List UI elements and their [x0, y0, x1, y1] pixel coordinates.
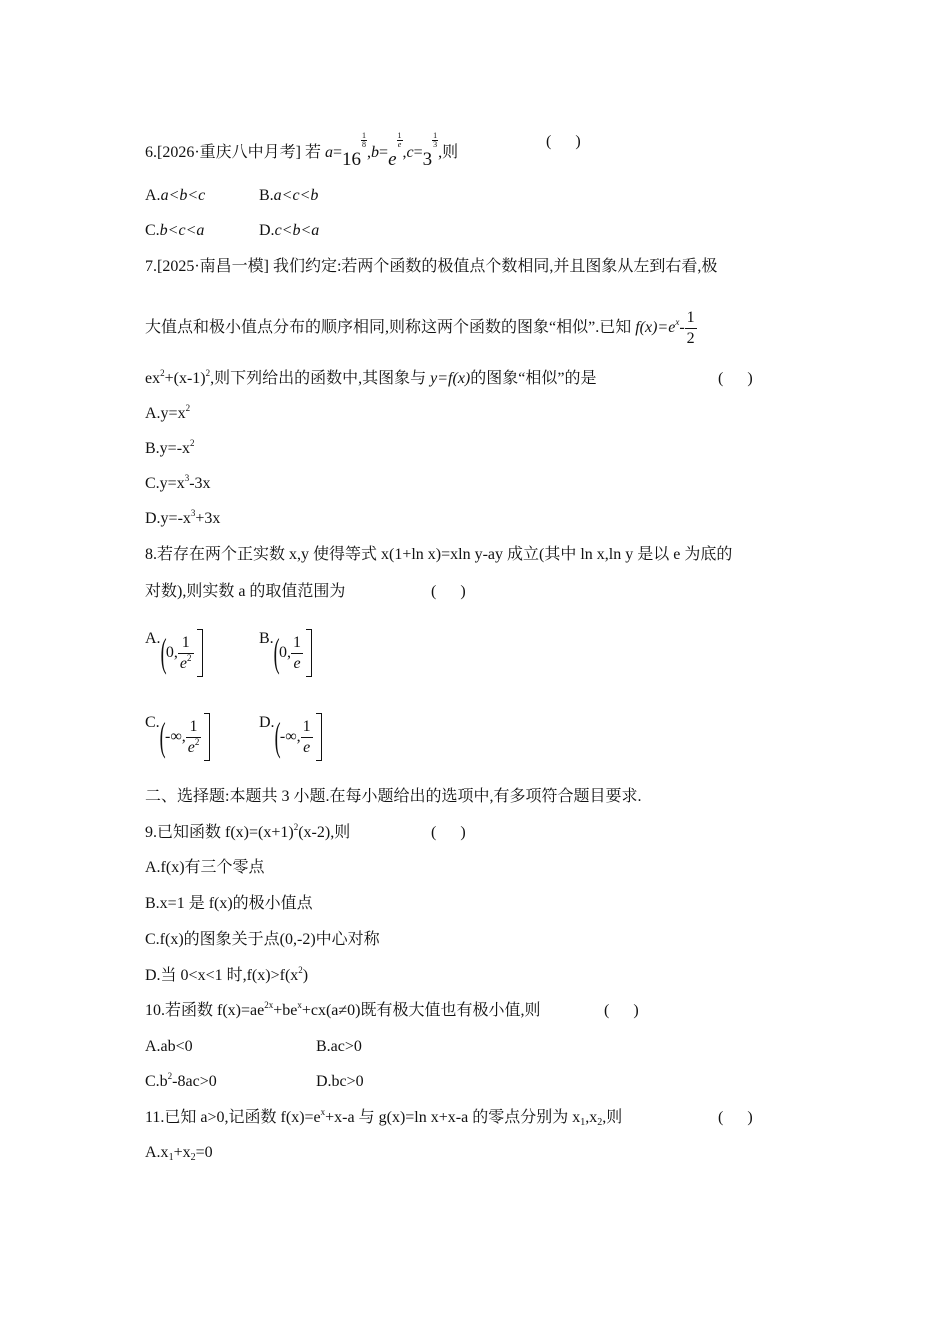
q6-var-b: b	[371, 144, 380, 161]
q11-stem-b: +x-a 与 g(x)=ln x+x-a 的零点分别为 x	[325, 1109, 581, 1126]
q8-optA-d	[178, 654, 194, 674]
q10-optC-sup: 2	[167, 1071, 173, 1081]
q8-optD-left: -∞,	[279, 728, 301, 746]
q6-then: ,则	[438, 144, 459, 161]
q9-stem-a: 9.已知函数 f(x)=(x+1)	[145, 824, 294, 841]
q8-option-c[interactable]	[145, 713, 210, 761]
q6-eq-b: =	[379, 144, 389, 161]
q7-optC-sup: 3	[184, 473, 190, 483]
q8-optB-label: B.	[259, 630, 274, 647]
q11-sup1: x	[320, 1107, 326, 1117]
q8-optB-n: 1	[291, 633, 303, 654]
q8-optC-lparen: (	[159, 714, 166, 760]
q8-option-a[interactable]	[145, 629, 203, 677]
q7-l3-sup2: 2	[205, 368, 211, 378]
q10-stem	[145, 1001, 541, 1021]
q10-stem-a: 10.若函数 f(x)=ae	[145, 1002, 265, 1019]
q6-a-exp-n: 1	[362, 131, 367, 140]
q9-stem-sup: 2	[293, 822, 299, 832]
q8-optD-label: D.	[259, 714, 275, 731]
q8-optA-interval	[161, 629, 203, 677]
q7-l3a: ex	[145, 370, 161, 387]
q7-option-d[interactable]	[145, 509, 220, 529]
q7-optA-sup: 2	[185, 403, 191, 413]
q7-minus: -	[679, 319, 685, 336]
q9-stem-b: (x-2),则	[298, 824, 351, 841]
q7-line1: 7.[2025·南昌一模] 我们约定:若两个函数的极值点个数相同,并且图象从左到右看,极	[145, 258, 718, 275]
q7-option-b[interactable]	[145, 439, 195, 459]
q8-optB-left: 0,	[279, 644, 291, 662]
q8-optD-n: 1	[301, 717, 313, 738]
q10-sup2: x	[297, 1000, 302, 1010]
q7-optB-text: B.y=-x	[145, 440, 191, 457]
q8-optB-interval	[274, 629, 312, 677]
q8-optA-n: 1	[178, 633, 194, 654]
q6-option-a[interactable]	[145, 186, 205, 206]
q8-optD-lparen: (	[274, 714, 281, 760]
q11-stem-a: 11.已知 a>0,记函数 f(x)=e	[145, 1109, 321, 1126]
q8-optD-rbracket	[316, 713, 322, 761]
q10-sup1: 2x	[264, 1000, 274, 1010]
q6-optC-text: b<c<a	[159, 222, 205, 239]
q9-optD-sup: 2	[298, 965, 303, 975]
q7-optD-tail: +3x	[195, 510, 221, 527]
q10-optC-b: -8ac>0	[172, 1073, 217, 1090]
q9-stem	[145, 823, 350, 843]
q8-optB-rbracket	[306, 629, 312, 677]
q6-c-exp-d: 3	[433, 140, 438, 149]
q6-c-base: 3	[422, 149, 433, 170]
q7-frac-n: 1	[685, 308, 697, 329]
q10-option-b[interactable]: B.ac>0	[316, 1038, 362, 1055]
q10-answer-paren: ( )	[604, 1002, 639, 1019]
q6-option-b[interactable]	[259, 186, 318, 206]
q8-optA-frac	[178, 633, 194, 674]
q6-optB-label: B.	[259, 187, 274, 204]
q8-optC-d-sup: 2	[194, 736, 200, 747]
q11-stem-c: ,x	[585, 1109, 598, 1126]
q9-option-a[interactable]: A.f(x)有三个零点	[145, 859, 265, 876]
q7-line3	[145, 369, 596, 389]
q8-line1: 8.若存在两个正实数 x,y 使得等式 x(1+ln x)=xln y-ay 成立(其中 ln x,ln y 是以 e 为底的	[145, 546, 733, 563]
q11-answer-paren: ( )	[718, 1109, 753, 1126]
q6-a-exp-d: 8	[362, 140, 367, 149]
q6-b-exp-n: 1	[397, 131, 402, 140]
q6-optD-label: D.	[259, 222, 275, 239]
section-2-heading: 二、选择题:本题共 3 小题.在每小题给出的选项中,有多项符合题目要求.	[145, 788, 642, 805]
q7-optC-tail: -3x	[189, 475, 211, 492]
q8-optC-d	[186, 738, 202, 758]
q11-stem-d: ,则	[602, 1109, 623, 1126]
q11-sub2: 2	[597, 1117, 603, 1128]
q7-optD-text: D.y=-x	[145, 510, 191, 527]
q6-var-a: a	[325, 144, 333, 161]
q6-optA-label: A.	[145, 187, 161, 204]
q7-option-c[interactable]	[145, 474, 211, 494]
q8-answer-paren: ( )	[431, 583, 466, 600]
q9-optD-b: )	[302, 967, 309, 984]
q6-eq-a: =	[333, 144, 343, 161]
q6-optC-label: C.	[145, 222, 160, 239]
q11-option-a[interactable]	[145, 1143, 213, 1163]
q6-eq-c: =	[413, 144, 423, 161]
q10-stem-b: +be	[273, 1002, 298, 1019]
q8-optD-interval	[275, 713, 322, 761]
q9-option-b[interactable]: B.x=1 是 f(x)的极小值点	[145, 895, 313, 912]
q8-optA-lparen: (	[160, 630, 167, 676]
q8-optD-d	[301, 738, 313, 758]
q6-stem	[145, 132, 458, 170]
q6-comma-1: ,	[367, 144, 372, 161]
q8-optB-d-e: e	[293, 654, 301, 672]
q7-optD-sup: 3	[190, 508, 196, 518]
q8-optA-left: 0,	[165, 644, 178, 662]
q7-l3b: +(x-1)	[164, 370, 206, 387]
q6-prefix: 6.[2026·重庆八中月考] 若	[145, 144, 325, 161]
q9-answer-paren: ( )	[431, 824, 466, 841]
q10-stem-c: +cx(a≠0)既有极大值也有极小值,则	[301, 1002, 541, 1019]
q10-option-c[interactable]	[145, 1072, 217, 1092]
q7-frac-d: 2	[686, 329, 695, 347]
q7-option-a[interactable]	[145, 404, 190, 424]
q7-optB-sup: 2	[190, 438, 195, 448]
q6-optA-text: a<b<c	[160, 187, 206, 204]
q7-fx: f(x)=e	[635, 319, 676, 336]
q8-optA-d-sup: 2	[187, 652, 192, 663]
q10-option-d[interactable]: D.bc>0	[316, 1073, 364, 1090]
q8-optB-lparen: (	[273, 630, 280, 676]
q7-line2-text: 大值点和极小值点分布的顺序相同,则称这两个函数的图象“相似”.已知	[145, 319, 636, 336]
q7-l3e: 的图象“相似”的是	[470, 370, 597, 387]
q8-option-b[interactable]	[259, 629, 312, 677]
q11-optA-b: +x	[173, 1144, 191, 1161]
q9-optD-a: D.当 0<x<1 时,f(x)>f(x	[145, 967, 299, 984]
q8-optC-rbracket	[204, 713, 210, 761]
q6-a-base: 16	[342, 149, 362, 170]
q7-answer-paren: ( )	[718, 370, 753, 387]
q11-optA-a: A.x	[145, 1144, 169, 1161]
q6-optD-text: c<b<a	[274, 222, 320, 239]
q8-optD-frac	[301, 717, 313, 758]
q8-optB-frac	[291, 633, 303, 674]
q8-optC-left: -∞,	[165, 728, 186, 746]
q7-l3c: ,则下列给出的函数中,其图象与	[210, 370, 431, 387]
q6-answer-paren: ( )	[546, 133, 581, 150]
q8-optB-d	[291, 654, 303, 674]
q11-optA-sub2: 2	[190, 1152, 196, 1163]
q10-optC-a: C.b	[145, 1073, 168, 1090]
q10-option-a[interactable]: A.ab<0	[145, 1038, 193, 1055]
q11-optA-c: =0	[195, 1144, 213, 1161]
q8-optC-label: C.	[145, 714, 160, 731]
q6-b-base: e	[388, 149, 397, 170]
q6-c-exp-n: 1	[433, 131, 438, 140]
q8-optC-interval	[160, 713, 211, 761]
q8-optC-d-e: e	[187, 738, 195, 756]
q6-optB-text: a<c<b	[273, 187, 319, 204]
q8-optD-d-e: e	[303, 738, 311, 756]
q8-option-d[interactable]	[259, 713, 322, 761]
q11-optA-sub1: 1	[168, 1152, 174, 1163]
q7-line2	[145, 306, 697, 350]
q9-option-d[interactable]	[145, 966, 308, 986]
q8-line2: 对数),则实数 a 的取值范围为	[145, 583, 346, 600]
q11-stem	[145, 1108, 622, 1128]
q7-l3d: y=f(x)	[430, 370, 471, 387]
q6-option-d[interactable]	[259, 221, 319, 241]
q6-b-exp-d: e	[397, 140, 402, 149]
q8-optA-d-e: e	[179, 654, 187, 672]
q6-var-c: c	[406, 144, 414, 161]
q8-optC-frac	[186, 717, 202, 758]
q6-comma-2: ,	[402, 144, 407, 161]
q8-optA-label: A.	[145, 630, 161, 647]
q7-l3-sup: 2	[160, 368, 165, 378]
q7-optA-text: A.y=x	[145, 405, 186, 422]
q7-half-fraction	[685, 308, 697, 349]
q11-sub1: 1	[580, 1117, 586, 1128]
q7-fx-sup: x	[675, 317, 680, 327]
q8-optC-n: 1	[186, 717, 202, 738]
q7-optC-text: C.y=x	[145, 475, 185, 492]
q6-option-c[interactable]	[145, 221, 204, 241]
q9-option-c[interactable]: C.f(x)的图象关于点(0,-2)中心对称	[145, 931, 380, 948]
q8-optA-rbracket	[197, 629, 203, 677]
